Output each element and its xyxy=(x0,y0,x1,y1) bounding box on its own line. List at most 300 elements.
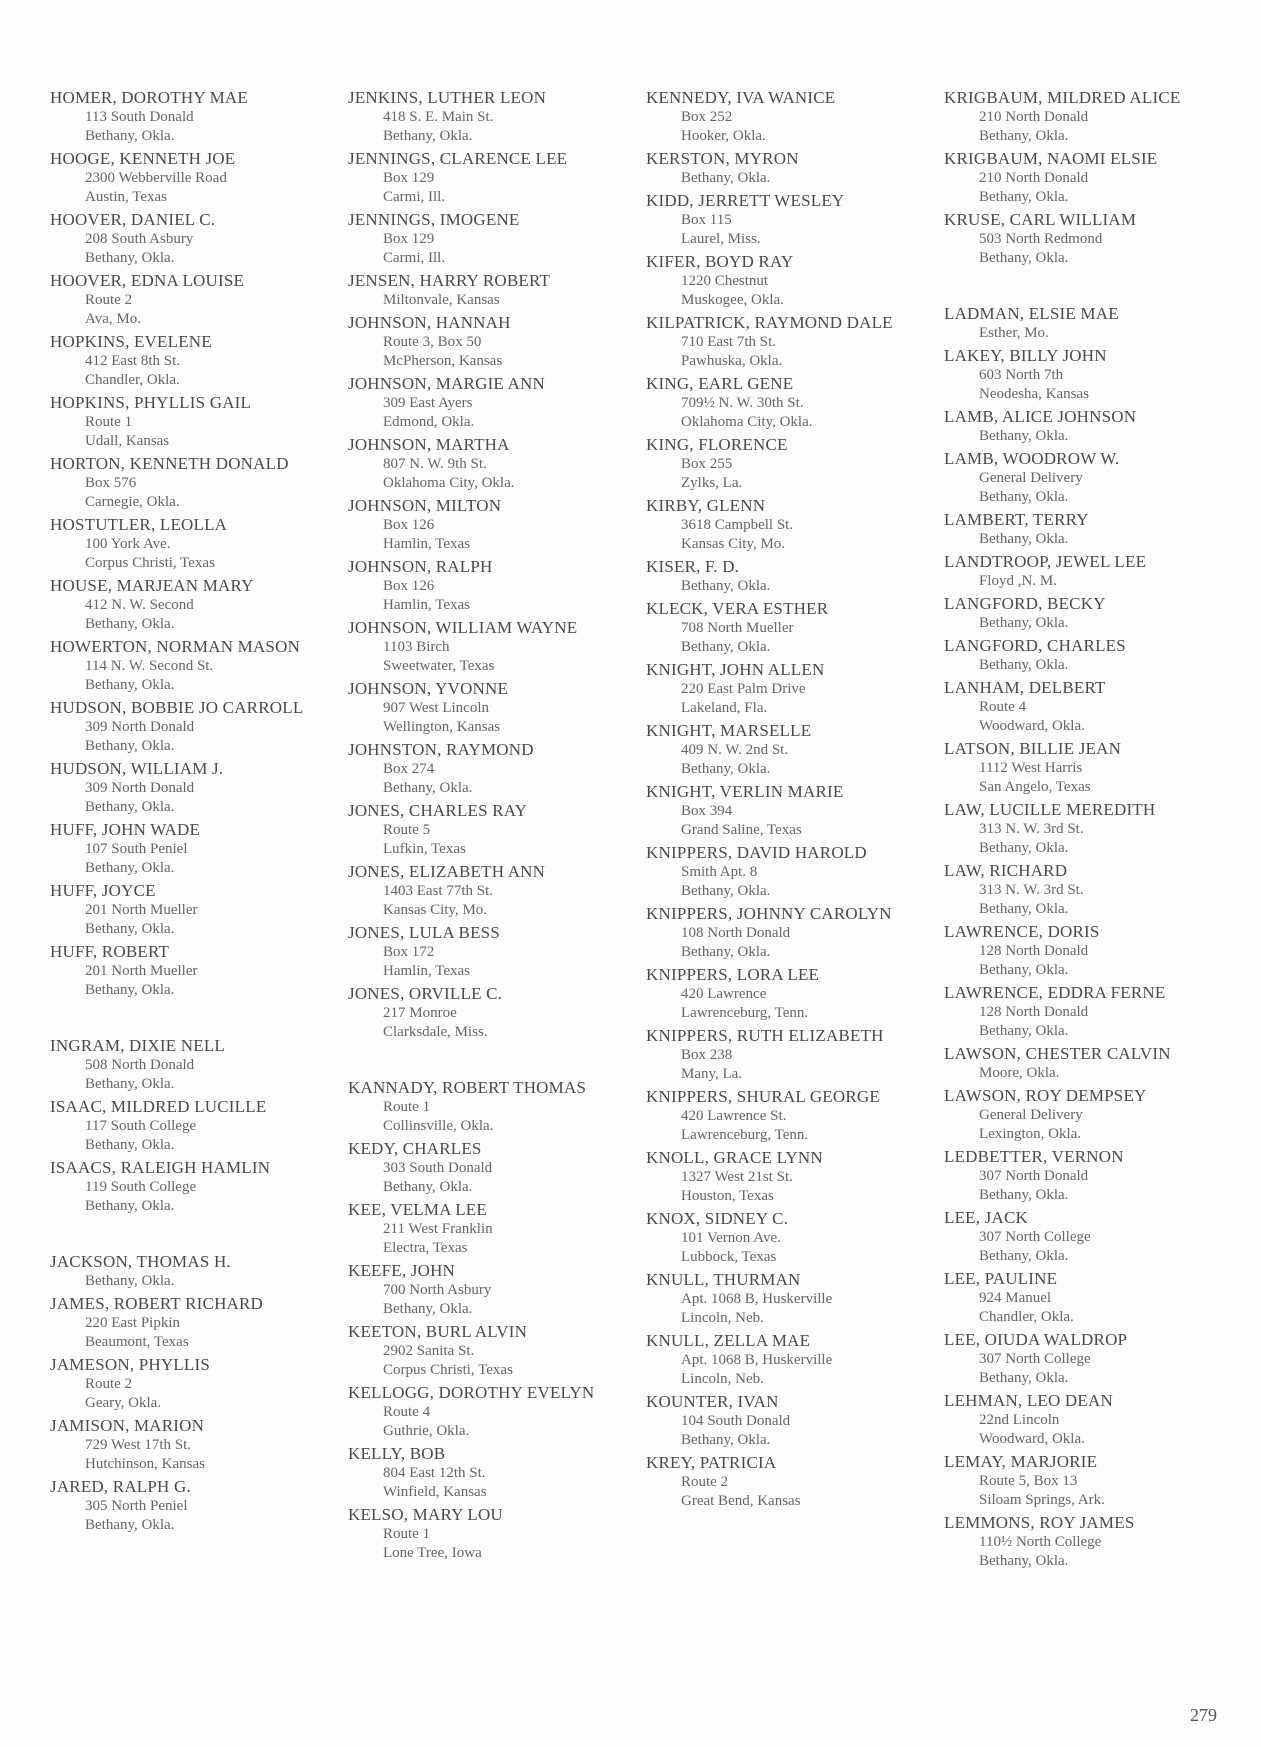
directory-entry xyxy=(646,965,916,1023)
entry-name: KANNADY, ROBERT THOMAS xyxy=(348,1078,587,1097)
entry-address-line: Route 1 xyxy=(383,1099,431,1115)
entry-address-line: Bethany, Okla. xyxy=(681,578,771,594)
entry-address-line: 313 N. W. 3rd St. xyxy=(979,882,1084,898)
entry-name: LADMAN, ELSIE MAE xyxy=(944,304,1119,323)
entry-address-line: Box 129 xyxy=(383,170,435,186)
directory-entry xyxy=(50,393,320,451)
entry-address-line: Bethany, Okla. xyxy=(681,761,771,777)
entry-address-line: 503 North Redmond xyxy=(979,231,1103,247)
entry-name: KIDD, JERRETT WESLEY xyxy=(646,191,845,210)
directory-entry xyxy=(348,984,618,1042)
entry-name: LANGFORD, BECKY xyxy=(944,594,1106,613)
entry-name: HORTON, KENNETH DONALD xyxy=(50,454,289,473)
entry-address-line: Bethany, Okla. xyxy=(383,1301,473,1317)
directory-entry xyxy=(348,496,618,554)
entry-address-line: Box 274 xyxy=(383,761,435,777)
entry-address-line: 807 N. W. 9th St. xyxy=(383,456,487,472)
entry-address-line: Lincoln, Neb. xyxy=(681,1310,764,1326)
entry-address-line: 508 North Donald xyxy=(85,1057,195,1073)
directory-entry xyxy=(646,1392,916,1450)
entry-address-line: Oklahoma City, Okla. xyxy=(681,414,813,430)
directory-entry xyxy=(348,435,618,493)
entry-address-line: Bethany, Okla. xyxy=(979,1248,1069,1264)
directory-entry xyxy=(944,1330,1214,1388)
entry-address-line: Beaumont, Texas xyxy=(85,1334,189,1350)
entry-address-line: Box 126 xyxy=(383,578,435,594)
entry-address-line: Bethany, Okla. xyxy=(979,962,1069,978)
directory-column-2 xyxy=(348,88,618,1566)
directory-entry xyxy=(348,313,618,371)
entry-name: KEE, VELMA LEE xyxy=(348,1200,487,1219)
entry-address-line: 101 Vernon Ave. xyxy=(681,1230,781,1246)
entry-address-line: Clarksdale, Miss. xyxy=(383,1024,488,1040)
entry-address-line: 110½ North College xyxy=(979,1534,1102,1550)
entry-name: KIFER, BOYD RAY xyxy=(646,252,794,271)
entry-address-line: Route 2 xyxy=(681,1474,729,1490)
directory-entry xyxy=(944,1452,1214,1510)
directory-entry xyxy=(944,449,1214,507)
entry-address-line: Bethany, Okla. xyxy=(85,738,175,754)
directory-column-1 xyxy=(50,88,320,1538)
entry-address-line: Bethany, Okla. xyxy=(979,657,1069,673)
directory-entry xyxy=(348,1078,618,1136)
entry-address-line: Sweetwater, Texas xyxy=(383,658,495,674)
entry-address-line: Bethany, Okla. xyxy=(383,1179,473,1195)
entry-address-line: Bethany, Okla. xyxy=(85,1137,175,1153)
entry-address-line: 409 N. W. 2nd St. xyxy=(681,742,789,758)
entry-name: HOSTUTLER, LEOLLA xyxy=(50,515,228,534)
entry-name: KING, FLORENCE xyxy=(646,435,788,454)
entry-address-line: Route 2 xyxy=(85,1376,133,1392)
entry-address-line: Lubbock, Texas xyxy=(681,1249,777,1265)
entry-address-line: 700 North Asbury xyxy=(383,1282,492,1298)
entry-name: JARED, RALPH G. xyxy=(50,1477,191,1496)
entry-name: LANGFORD, CHARLES xyxy=(944,636,1126,655)
entry-name: LEDBETTER, VERNON xyxy=(944,1147,1124,1166)
entry-address-line: Moore, Okla. xyxy=(979,1065,1060,1081)
entry-name: JENSEN, HARRY ROBERT xyxy=(348,271,551,290)
entry-address-line: 710 East 7th St. xyxy=(681,334,777,350)
directory-column-3 xyxy=(646,88,916,1514)
entry-address-line: Bethany, Okla. xyxy=(85,1517,175,1533)
entry-name: HOOVER, EDNA LOUISE xyxy=(50,271,245,290)
entry-name: HOOVER, DANIEL C. xyxy=(50,210,216,229)
entry-name: JOHNSON, YVONNE xyxy=(348,679,509,698)
entry-address-line: 305 North Peniel xyxy=(85,1498,188,1514)
entry-name: JONES, ORVILLE C. xyxy=(348,984,503,1003)
entry-name: KOUNTER, IVAN xyxy=(646,1392,779,1411)
entry-name: JOHNSON, MILTON xyxy=(348,496,502,515)
entry-name: KIRBY, GLENN xyxy=(646,496,766,515)
entry-address-line: 1327 West 21st St. xyxy=(681,1169,793,1185)
directory-entry xyxy=(50,1355,320,1413)
entry-address-line: Hooker, Okla. xyxy=(681,128,766,144)
directory-entry xyxy=(944,1269,1214,1327)
entry-address-line: 309 North Donald xyxy=(85,780,195,796)
directory-entry xyxy=(646,721,916,779)
entry-name: LEE, JACK xyxy=(944,1208,1028,1227)
entry-name: LAW, RICHARD xyxy=(944,861,1068,880)
entry-address-line: Bethany, Okla. xyxy=(681,883,771,899)
entry-address-line: Woodward, Okla. xyxy=(979,718,1085,734)
entry-name: JOHNSON, MARTHA xyxy=(348,435,510,454)
directory-entry xyxy=(944,594,1214,633)
entry-name: KELSO, MARY LOU xyxy=(348,1505,503,1524)
entry-address-line: Lawrenceburg, Tenn. xyxy=(681,1127,809,1143)
entry-address-line: Corpus Christi, Texas xyxy=(85,555,215,571)
directory-entry xyxy=(646,843,916,901)
entry-address-line: Bethany, Okla. xyxy=(979,250,1069,266)
directory-entry xyxy=(646,1148,916,1206)
entry-name: KENNEDY, IVA WANICE xyxy=(646,88,836,107)
entry-address-line: Bethany, Okla. xyxy=(85,1198,175,1214)
directory-entry xyxy=(646,1087,916,1145)
directory-entry xyxy=(646,1453,916,1511)
directory-entry xyxy=(944,88,1214,146)
entry-address-line: Udall, Kansas xyxy=(85,433,170,449)
entry-address-line: Corpus Christi, Texas xyxy=(383,1362,513,1378)
directory-entry xyxy=(348,1383,618,1441)
entry-name: HUFF, JOYCE xyxy=(50,881,156,900)
entry-address-line: 211 West Franklin xyxy=(383,1221,493,1237)
directory-entry xyxy=(50,576,320,634)
entry-address-line: Chandler, Okla. xyxy=(85,372,180,388)
entry-address-line: Carnegie, Okla. xyxy=(85,494,180,510)
directory-entry xyxy=(50,1477,320,1535)
entry-name: LANDTROOP, JEWEL LEE xyxy=(944,552,1147,571)
entry-name: LAWRENCE, EDDRA FERNE xyxy=(944,983,1166,1002)
entry-address-line: Carmi, Ill. xyxy=(383,189,446,205)
entry-address-line: Collinsville, Okla. xyxy=(383,1118,494,1134)
entry-address-line: Bethany, Okla. xyxy=(979,1553,1069,1569)
directory-entry xyxy=(944,210,1214,268)
entry-address-line: Bethany, Okla. xyxy=(681,170,771,186)
entry-address-line: Bethany, Okla. xyxy=(383,780,473,796)
directory-entry xyxy=(348,1444,618,1502)
entry-name: KLECK, VERA ESTHER xyxy=(646,599,829,618)
entry-address-line: Great Bend, Kansas xyxy=(681,1493,801,1509)
entry-address-line: 1112 West Harris xyxy=(979,760,1083,776)
directory-entry xyxy=(646,1209,916,1267)
entry-address-line: General Delivery xyxy=(979,1107,1083,1123)
entry-address-line: Bethany, Okla. xyxy=(979,128,1069,144)
entry-name: KNULL, THURMAN xyxy=(646,1270,801,1289)
directory-entry xyxy=(50,1158,320,1216)
entry-name: KNOLL, GRACE LYNN xyxy=(646,1148,823,1167)
entry-address-line: 104 South Donald xyxy=(681,1413,791,1429)
directory-entry xyxy=(646,599,916,657)
entry-address-line: Route 3, Box 50 xyxy=(383,334,482,350)
entry-address-line: Kansas City, Mo. xyxy=(383,902,488,918)
directory-entry xyxy=(944,510,1214,549)
directory-entry xyxy=(646,1026,916,1084)
entry-address-line: 119 South College xyxy=(85,1179,197,1195)
directory-entry xyxy=(646,782,916,840)
directory-entry xyxy=(50,1294,320,1352)
entry-name: LAW, LUCILLE MEREDITH xyxy=(944,800,1156,819)
entry-address-line: Zylks, La. xyxy=(681,475,743,491)
entry-name: LAMB, WOODROW W. xyxy=(944,449,1120,468)
entry-name: KNIPPERS, SHURAL GEORGE xyxy=(646,1087,880,1106)
directory-entry xyxy=(646,496,916,554)
directory-entry xyxy=(944,1086,1214,1144)
entry-address-line: 1403 East 77th St. xyxy=(383,883,494,899)
entry-address-line: 729 West 17th St. xyxy=(85,1437,192,1453)
entry-name: JENNINGS, CLARENCE LEE xyxy=(348,149,568,168)
entry-address-line: 2300 Webberville Road xyxy=(85,170,227,186)
entry-address-line: Edmond, Okla. xyxy=(383,414,475,430)
entry-name: KELLY, BOB xyxy=(348,1444,446,1463)
entry-name: LATSON, BILLIE JEAN xyxy=(944,739,1122,758)
entry-address-line: Bethany, Okla. xyxy=(383,128,473,144)
entry-address-line: Box 172 xyxy=(383,944,435,960)
entry-address-line: Lexington, Okla. xyxy=(979,1126,1082,1142)
entry-address-line: 603 North 7th xyxy=(979,367,1064,383)
entry-name: JACKSON, THOMAS H. xyxy=(50,1252,231,1271)
directory-entry xyxy=(646,374,916,432)
entry-address-line: Bethany, Okla. xyxy=(85,921,175,937)
entry-address-line: Route 5 xyxy=(383,822,431,838)
directory-entry xyxy=(348,679,618,737)
directory-entry xyxy=(50,1036,320,1094)
directory-entry xyxy=(646,191,916,249)
entry-name: KNIGHT, MARSELLE xyxy=(646,721,812,740)
entry-address-line: Houston, Texas xyxy=(681,1188,774,1204)
entry-name: HUFF, ROBERT xyxy=(50,942,170,961)
entry-name: LEE, PAULINE xyxy=(944,1269,1058,1288)
directory-entry xyxy=(944,1147,1214,1205)
entry-name: LAMBERT, TERRY xyxy=(944,510,1089,529)
entry-address-line: Apt. 1068 B, Huskerville xyxy=(681,1352,833,1368)
entry-address-line: 412 East 8th St. xyxy=(85,353,181,369)
directory-entry xyxy=(50,271,320,329)
directory-entry xyxy=(348,210,618,268)
entry-address-line: General Delivery xyxy=(979,470,1083,486)
entry-address-line: 412 N. W. Second xyxy=(85,597,194,613)
directory-entry xyxy=(944,304,1214,343)
entry-name: KELLOGG, DOROTHY EVELYN xyxy=(348,1383,595,1402)
entry-name: JOHNSON, MARGIE ANN xyxy=(348,374,545,393)
entry-address-line: 309 North Donald xyxy=(85,719,195,735)
directory-entry xyxy=(50,454,320,512)
entry-address-line: 307 North College xyxy=(979,1351,1091,1367)
entry-address-line: Route 4 xyxy=(979,699,1027,715)
directory-entry xyxy=(348,1322,618,1380)
entry-address-line: Box 126 xyxy=(383,517,435,533)
entry-address-line: Box 255 xyxy=(681,456,733,472)
directory-entry xyxy=(348,862,618,920)
entry-name: LANHAM, DELBERT xyxy=(944,678,1106,697)
entry-address-line: Route 1 xyxy=(383,1526,431,1542)
entry-address-line: 303 South Donald xyxy=(383,1160,493,1176)
entry-address-line: Bethany, Okla. xyxy=(85,982,175,998)
entry-address-line: 22nd Lincoln xyxy=(979,1412,1060,1428)
entry-address-line: Kansas City, Mo. xyxy=(681,536,786,552)
directory-entry xyxy=(646,1331,916,1389)
entry-address-line: Bethany, Okla. xyxy=(979,1187,1069,1203)
entry-address-line: 420 Lawrence St. xyxy=(681,1108,787,1124)
entry-name: JAMES, ROBERT RICHARD xyxy=(50,1294,264,1313)
directory-entry xyxy=(50,332,320,390)
entry-address-line: Bethany, Okla. xyxy=(85,1273,175,1289)
entry-name: LEMMONS, ROY JAMES xyxy=(944,1513,1135,1532)
directory-entry xyxy=(50,820,320,878)
entry-address-line: 100 York Ave. xyxy=(85,536,171,552)
entry-address-line: 217 Monroe xyxy=(383,1005,457,1021)
entry-address-line: Hutchinson, Kansas xyxy=(85,1456,205,1472)
entry-address-line: Lincoln, Neb. xyxy=(681,1371,764,1387)
entry-address-line: Route 2 xyxy=(85,292,133,308)
entry-address-line: 117 South College xyxy=(85,1118,197,1134)
entry-name: LAWSON, ROY DEMPSEY xyxy=(944,1086,1147,1105)
entry-address-line: Pawhuska, Okla. xyxy=(681,353,783,369)
entry-name: JAMESON, PHYLLIS xyxy=(50,1355,210,1374)
entry-address-line: 708 North Mueller xyxy=(681,620,794,636)
entry-address-line: Laurel, Miss. xyxy=(681,231,761,247)
entry-name: LEMAY, MARJORIE xyxy=(944,1452,1098,1471)
entry-address-line: Many, La. xyxy=(681,1066,743,1082)
entry-name: HOUSE, MARJEAN MARY xyxy=(50,576,254,595)
entry-address-line: 309 East Ayers xyxy=(383,395,473,411)
directory-entry xyxy=(348,88,618,146)
entry-address-line: 108 North Donald xyxy=(681,925,791,941)
directory-entry xyxy=(944,149,1214,207)
entry-address-line: 804 East 12th St. xyxy=(383,1465,486,1481)
directory-entry xyxy=(944,739,1214,797)
entry-name: JONES, CHARLES RAY xyxy=(348,801,528,820)
entry-address-line: Lufkin, Texas xyxy=(383,841,466,857)
directory-entry xyxy=(50,149,320,207)
directory-entry xyxy=(944,552,1214,591)
entry-name: KNIPPERS, LORA LEE xyxy=(646,965,820,984)
entry-address-line: Carmi, Ill. xyxy=(383,250,446,266)
entry-address-line: 2902 Sanita St. xyxy=(383,1343,475,1359)
directory-entry xyxy=(348,740,618,798)
entry-address-line: 113 South Donald xyxy=(85,109,194,125)
entry-address-line: Route 4 xyxy=(383,1404,431,1420)
entry-name: JAMISON, MARION xyxy=(50,1416,205,1435)
directory-entry xyxy=(646,904,916,962)
directory-entry xyxy=(646,88,916,146)
entry-address-line: Bethany, Okla. xyxy=(681,1432,771,1448)
entry-address-line: Austin, Texas xyxy=(85,189,168,205)
directory-column-4 xyxy=(944,88,1214,1574)
entry-address-line: Bethany, Okla. xyxy=(979,901,1069,917)
entry-address-line: 709½ N. W. 30th St. xyxy=(681,395,804,411)
directory-entry xyxy=(944,1391,1214,1449)
entry-address-line: 924 Manuel xyxy=(979,1290,1052,1306)
directory-entry xyxy=(646,557,916,596)
entry-name: LAMB, ALICE JOHNSON xyxy=(944,407,1137,426)
directory-entry xyxy=(50,1252,320,1291)
directory-entry xyxy=(50,515,320,573)
directory-entry xyxy=(646,435,916,493)
entry-address-line: Winfield, Kansas xyxy=(383,1484,487,1500)
directory-entry xyxy=(944,1208,1214,1266)
directory-entry xyxy=(348,801,618,859)
entry-name: HUDSON, BOBBIE JO CARROLL xyxy=(50,698,304,717)
entry-address-line: Lakeland, Fla. xyxy=(681,700,768,716)
directory-entry xyxy=(348,1139,618,1197)
entry-address-line: 420 Lawrence xyxy=(681,986,767,1002)
entry-address-line: Bethany, Okla. xyxy=(979,428,1069,444)
entry-address-line: Bethany, Okla. xyxy=(979,615,1069,631)
directory-entry xyxy=(944,983,1214,1041)
entry-address-line: Bethany, Okla. xyxy=(681,944,771,960)
directory-entry xyxy=(944,922,1214,980)
entry-address-line: Box 115 xyxy=(681,212,732,228)
entry-name: KING, EARL GENE xyxy=(646,374,794,393)
directory-entry xyxy=(944,636,1214,675)
entry-name: KREY, PATRICIA xyxy=(646,1453,777,1472)
directory-entry xyxy=(50,1097,320,1155)
entry-name: ISAACS, RALEIGH HAMLIN xyxy=(50,1158,271,1177)
entry-address-line: Smith Apt. 8 xyxy=(681,864,758,880)
entry-address-line: Bethany, Okla. xyxy=(979,531,1069,547)
entry-name: JONES, ELIZABETH ANN xyxy=(348,862,546,881)
entry-name: LEE, OIUDA WALDROP xyxy=(944,1330,1128,1349)
entry-address-line: Route 5, Box 13 xyxy=(979,1473,1078,1489)
directory-entry xyxy=(348,374,618,432)
entry-address-line: 907 West Lincoln xyxy=(383,700,490,716)
entry-address-line: Box 252 xyxy=(681,109,733,125)
page-number: 279 xyxy=(1190,1705,1217,1725)
entry-address-line: Neodesha, Kansas xyxy=(979,386,1089,402)
directory-entry xyxy=(646,149,916,188)
entry-address-line: 128 North Donald xyxy=(979,943,1089,959)
entry-address-line: Floyd ,N. M. xyxy=(979,573,1057,589)
directory-entry xyxy=(50,1416,320,1474)
entry-name: JENNINGS, IMOGENE xyxy=(348,210,520,229)
directory-entry xyxy=(50,759,320,817)
entry-name: KNIGHT, JOHN ALLEN xyxy=(646,660,825,679)
directory-entry xyxy=(50,637,320,695)
entry-address-line: Woodward, Okla. xyxy=(979,1431,1085,1447)
entry-name: JOHNSON, RALPH xyxy=(348,557,493,576)
directory-entry xyxy=(944,800,1214,858)
directory-entry xyxy=(348,1200,618,1258)
entry-name: ISAAC, MILDRED LUCILLE xyxy=(50,1097,267,1116)
directory-entry xyxy=(944,861,1214,919)
entry-address-line: 1103 Birch xyxy=(383,639,450,655)
entry-name: HOPKINS, PHYLLIS GAIL xyxy=(50,393,252,412)
entry-name: KNIPPERS, JOHNNY CAROLYN xyxy=(646,904,892,923)
entry-address-line: Bethany, Okla. xyxy=(85,1076,175,1092)
directory-entry xyxy=(348,557,618,615)
entry-address-line: 114 N. W. Second St. xyxy=(85,658,214,674)
directory-entry xyxy=(944,1044,1214,1083)
entry-address-line: Route 1 xyxy=(85,414,133,430)
entry-name: JONES, LULA BESS xyxy=(348,923,500,942)
entry-address-line: Ava, Mo. xyxy=(85,311,141,327)
entry-address-line: 208 South Asbury xyxy=(85,231,194,247)
entry-name: HUFF, JOHN WADE xyxy=(50,820,201,839)
entry-address-line: 313 N. W. 3rd St. xyxy=(979,821,1084,837)
entry-name: KNIPPERS, DAVID HAROLD xyxy=(646,843,867,862)
entry-address-line: Esther, Mo. xyxy=(979,325,1049,341)
entry-address-line: Hamlin, Texas xyxy=(383,597,470,613)
entry-address-line: Apt. 1068 B, Huskerville xyxy=(681,1291,833,1307)
entry-address-line: 3618 Campbell St. xyxy=(681,517,794,533)
entry-name: LEHMAN, LEO DEAN xyxy=(944,1391,1113,1410)
entry-address-line: 210 North Donald xyxy=(979,109,1089,125)
entry-address-line: Bethany, Okla. xyxy=(979,1370,1069,1386)
entry-address-line: Chandler, Okla. xyxy=(979,1309,1074,1325)
entry-address-line: Bethany, Okla. xyxy=(681,639,771,655)
entry-address-line: Box 394 xyxy=(681,803,733,819)
entry-address-line: Bethany, Okla. xyxy=(979,1023,1069,1039)
entry-address-line: Bethany, Okla. xyxy=(979,840,1069,856)
